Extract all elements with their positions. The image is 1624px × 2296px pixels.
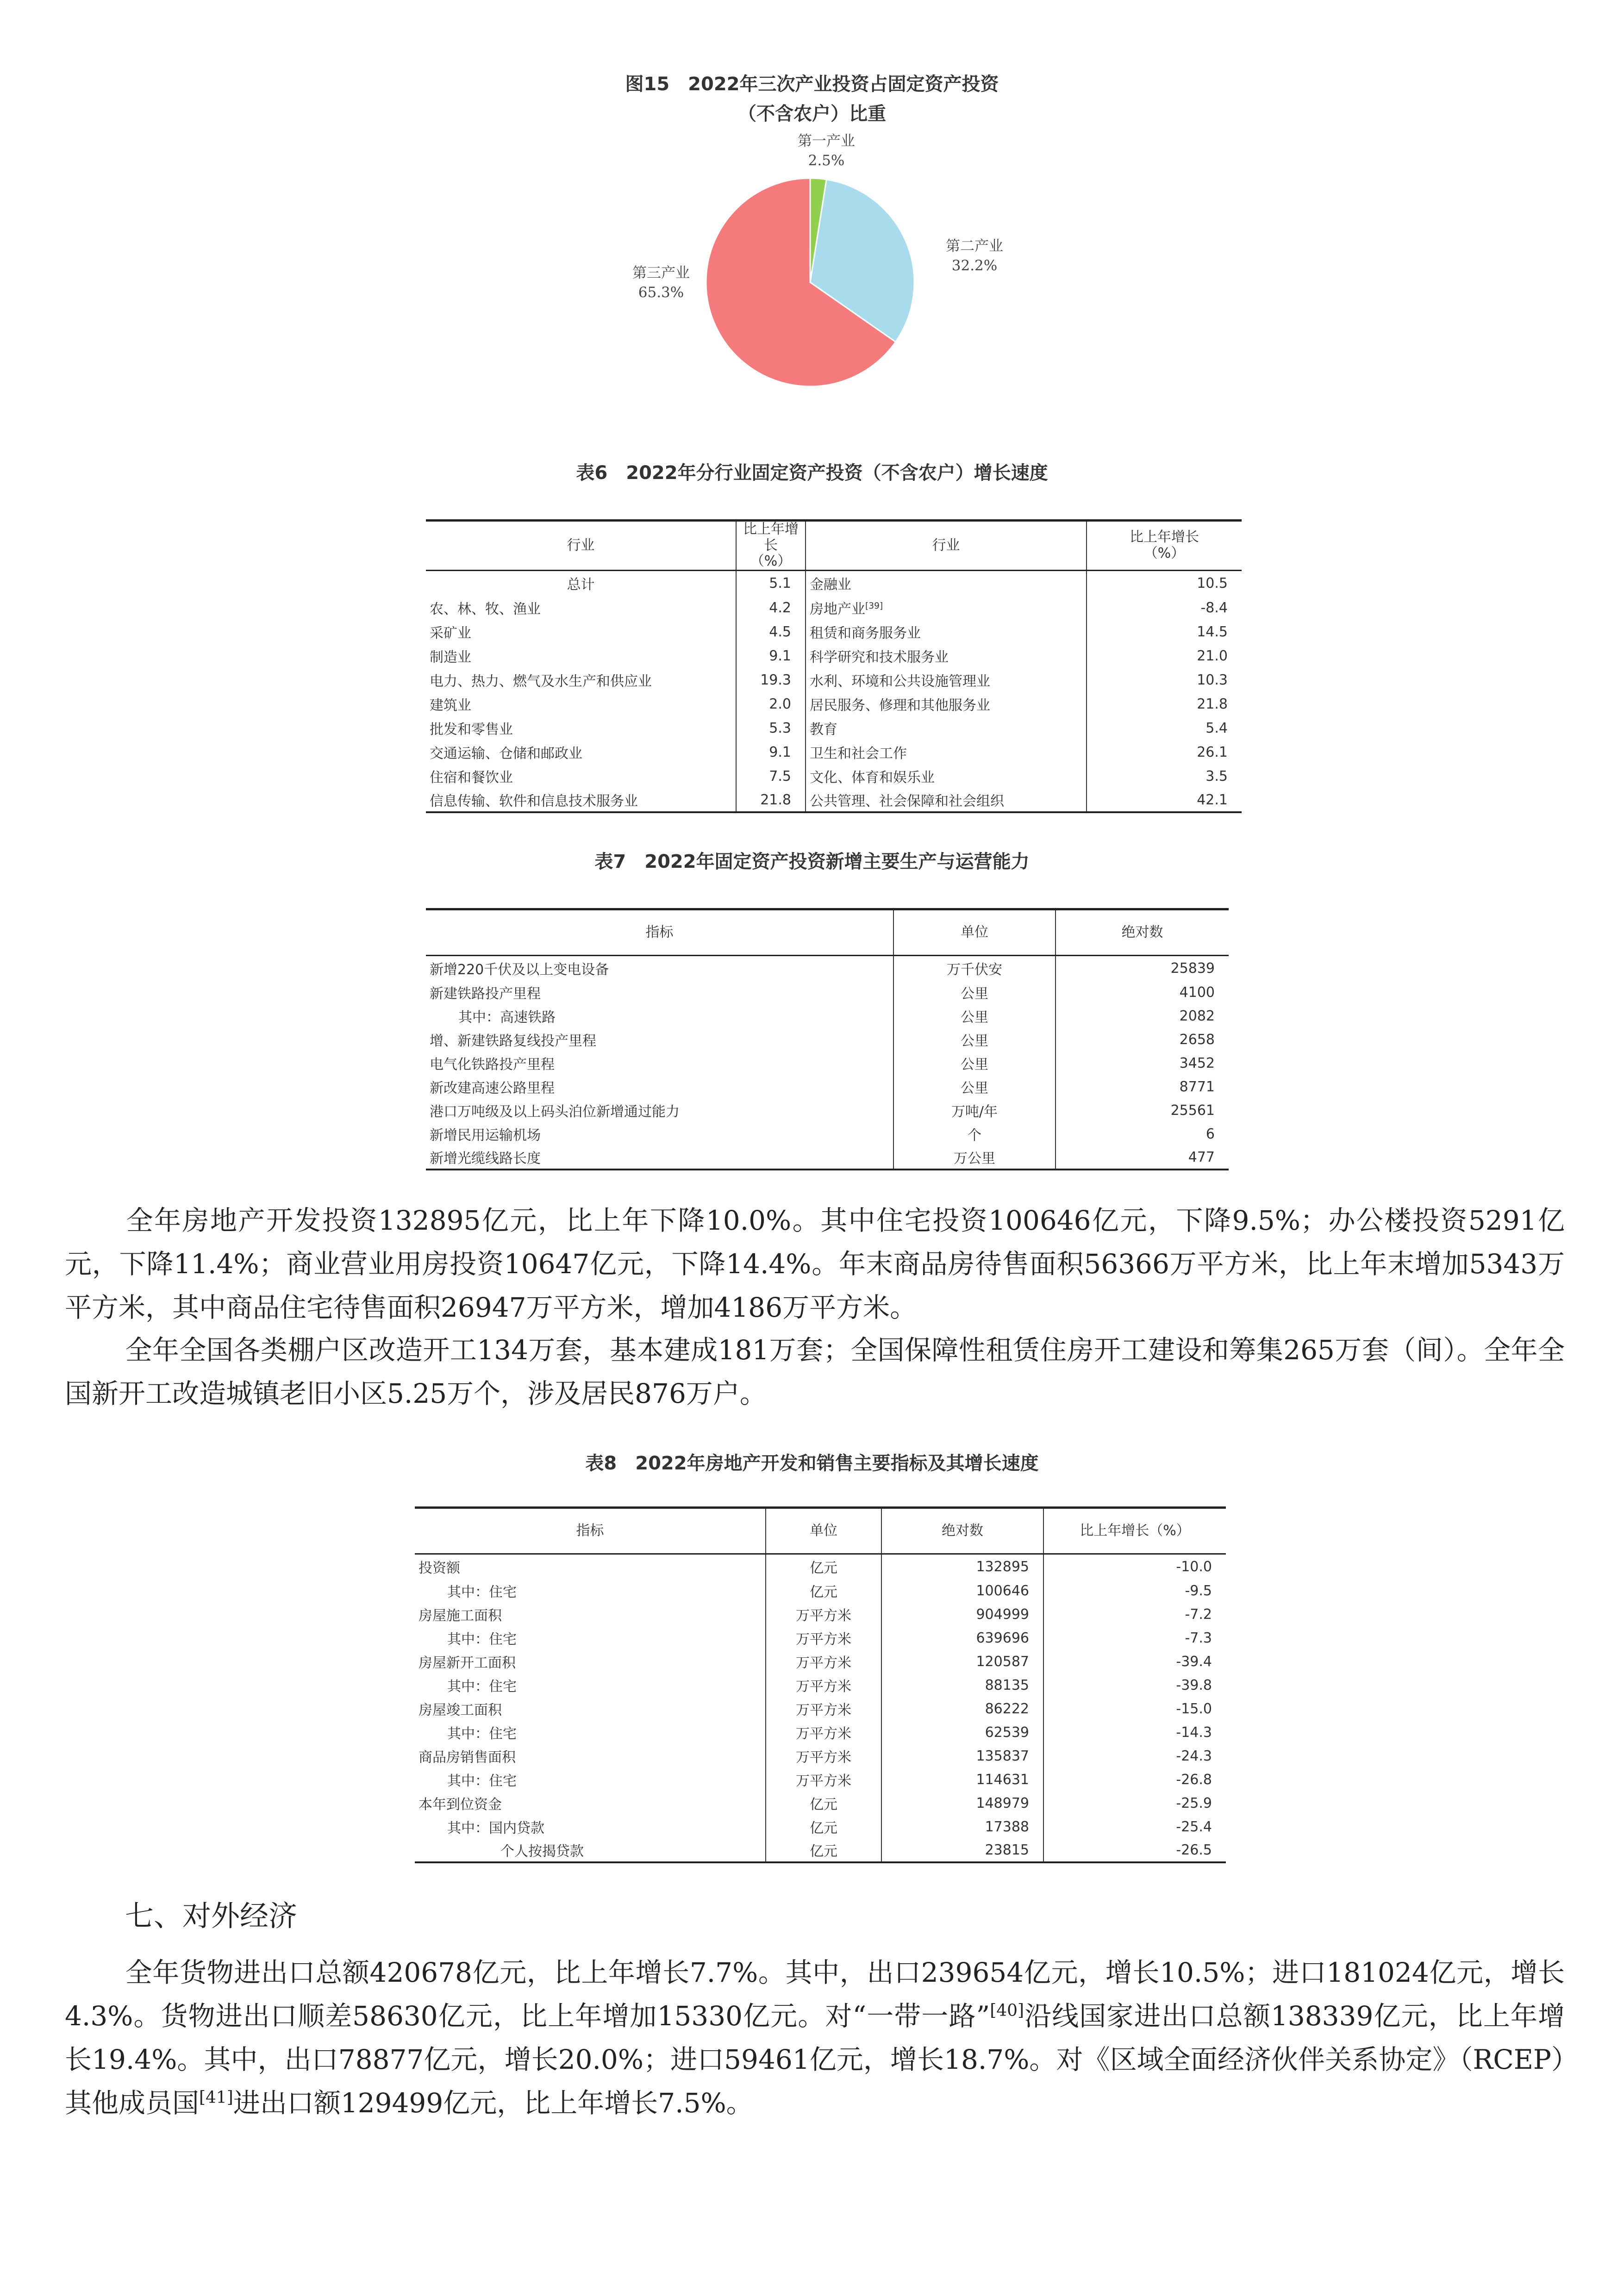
t6-growth-left: 9.1 bbox=[736, 740, 806, 764]
footnote-41: [41] bbox=[199, 2088, 233, 2107]
table-row bbox=[415, 1697, 1226, 1721]
t6-growth-right: 3.5 bbox=[1206, 768, 1228, 784]
t7-header-indicator: 指标 bbox=[426, 909, 893, 956]
paragraph-housing-text: 全年全国各类棚户区改造开工134万套，基本建成181万套；全国保障性租赁住房开工建设和筹集265万套（间）。全年全国新开工改造城镇老旧小区5.25万个，涉及居民876万户。 bbox=[65, 1334, 1565, 1409]
t6-growth-right: 42.1 bbox=[1197, 791, 1228, 808]
t7-header-absolute: 绝对数 bbox=[1056, 909, 1229, 956]
t8-absolute: 120587 bbox=[881, 1650, 1043, 1674]
table-row bbox=[415, 1626, 1226, 1650]
pie-chart bbox=[556, 130, 1065, 426]
t8-unit: 万平方米 bbox=[766, 1603, 881, 1626]
t6-industry-right bbox=[806, 668, 1087, 692]
slice-label-name-1: 第一产业 bbox=[798, 133, 855, 149]
t7-unit: 公里 bbox=[893, 1052, 1056, 1075]
table-row bbox=[415, 1554, 1226, 1579]
t6-header-growth-right bbox=[1087, 521, 1242, 571]
slice-label-name-2: 第二产业 bbox=[946, 238, 1003, 255]
t6-growth-left: 5.1 bbox=[736, 570, 806, 596]
t8-unit: 万平方米 bbox=[766, 1721, 881, 1744]
table-7 bbox=[426, 908, 1229, 1170]
table-row bbox=[426, 1028, 1229, 1052]
t6-industry-right bbox=[806, 716, 1087, 740]
t7-absolute: 3452 bbox=[1179, 1055, 1215, 1071]
t6-industry-right-label: 房地产业 bbox=[810, 601, 865, 617]
table-row bbox=[426, 644, 1242, 668]
t7-header-unit: 单位 bbox=[893, 909, 1056, 956]
t6-growth-left: 7.5 bbox=[736, 764, 806, 788]
t8-unit: 亿元 bbox=[766, 1815, 881, 1839]
table-row bbox=[426, 1099, 1229, 1122]
t6-industry-left: 农、林、牧、渔业 bbox=[426, 596, 736, 620]
t8-growth: -39.4 bbox=[1176, 1653, 1212, 1670]
t7-absolute: 25561 bbox=[1170, 1102, 1215, 1119]
t8-indicator: 房屋施工面积 bbox=[415, 1603, 766, 1626]
t8-absolute: 135837 bbox=[881, 1744, 1043, 1768]
t7-unit: 公里 bbox=[893, 1004, 1056, 1028]
t6-industry-right-label: 金融业 bbox=[810, 577, 851, 593]
table-row bbox=[426, 716, 1242, 740]
table-8-title: 表8 2022年房地产开发和销售主要指标及其增长速度 bbox=[585, 1453, 1039, 1474]
table-row bbox=[426, 668, 1242, 692]
t6-industry-right bbox=[806, 570, 1087, 596]
t8-growth: -39.8 bbox=[1176, 1677, 1212, 1693]
table-row bbox=[415, 1839, 1226, 1862]
t8-header-unit: 单位 bbox=[766, 1508, 881, 1554]
t6-industry-right-label: 居民服务、修理和其他服务业 bbox=[810, 697, 990, 714]
t8-indicator: 商品房销售面积 bbox=[415, 1744, 766, 1768]
t6-growth-left: 19.3 bbox=[736, 668, 806, 692]
slice-label-name-3: 第三产业 bbox=[632, 265, 690, 281]
t6-industry-right bbox=[806, 764, 1087, 788]
t6-growth-right: 21.8 bbox=[1197, 696, 1228, 712]
table-row bbox=[415, 1579, 1226, 1603]
t6-growth-right: 26.1 bbox=[1197, 744, 1228, 760]
t8-unit: 万平方米 bbox=[766, 1626, 881, 1650]
t6-industry-right bbox=[806, 740, 1087, 764]
table-6-title: 表6 2022年分行业固定资产投资（不含农户）增长速度 bbox=[576, 462, 1048, 484]
t7-indicator: 其中：高速铁路 bbox=[426, 1004, 893, 1028]
t6-industry-right bbox=[806, 692, 1087, 716]
table-row bbox=[426, 570, 1242, 596]
table-row bbox=[426, 740, 1242, 764]
t6-header-growth-label: 比上年增长 bbox=[743, 521, 799, 554]
t7-unit: 万吨/年 bbox=[893, 1099, 1056, 1122]
t7-indicator: 新增民用运输机场 bbox=[426, 1122, 893, 1146]
t7-absolute: 6 bbox=[1206, 1126, 1215, 1142]
t8-growth: -25.4 bbox=[1176, 1818, 1212, 1835]
t8-header-absolute: 绝对数 bbox=[881, 1508, 1043, 1554]
table-row bbox=[415, 1744, 1226, 1768]
t6-industry-left: 交通运输、仓储和邮政业 bbox=[426, 740, 736, 764]
t6-growth-right: 21.0 bbox=[1197, 647, 1228, 664]
t7-unit: 公里 bbox=[893, 1075, 1056, 1099]
figure-15-title bbox=[0, 69, 1624, 129]
t8-absolute: 86222 bbox=[881, 1697, 1043, 1721]
t8-header-indicator: 指标 bbox=[415, 1508, 766, 1554]
t8-indicator: 其中：住宅 bbox=[415, 1768, 766, 1792]
slice-label-value-2: 32.2% bbox=[951, 257, 998, 274]
table-row bbox=[415, 1674, 1226, 1697]
t8-absolute: 148979 bbox=[881, 1792, 1043, 1815]
t8-indicator: 本年到位资金 bbox=[415, 1792, 766, 1815]
t8-indicator: 个人按揭贷款 bbox=[415, 1839, 766, 1862]
table-row bbox=[415, 1815, 1226, 1839]
t8-absolute: 114631 bbox=[881, 1768, 1043, 1792]
t7-indicator: 港口万吨级及以上码头泊位新增通过能力 bbox=[426, 1099, 893, 1122]
paragraph-foreign-trade bbox=[65, 1951, 1565, 2125]
t6-industry-right-label: 卫生和社会工作 bbox=[810, 746, 907, 762]
table-row bbox=[426, 956, 1229, 981]
t7-absolute: 4100 bbox=[1179, 984, 1215, 1001]
foreign-trade-text-a: 全年货物进出口总额420678亿元，比上年增长7.7%。其中，出口239654亿元，增长10.5%；进口181024亿元，增长4.3%。货物进出口顺差58630亿元，比上年增加15330亿元。对“一带一路” bbox=[65, 1957, 1565, 2032]
slice-label-value-3: 65.3% bbox=[638, 284, 684, 301]
t7-unit: 公里 bbox=[893, 1028, 1056, 1052]
t6-industry-left: 制造业 bbox=[426, 644, 736, 668]
t8-unit: 亿元 bbox=[766, 1839, 881, 1862]
table-row bbox=[426, 788, 1242, 812]
t8-header-growth: 比上年增长（%） bbox=[1043, 1508, 1226, 1554]
t6-growth-left: 5.3 bbox=[736, 716, 806, 740]
table-row bbox=[426, 1004, 1229, 1028]
t8-indicator: 其中：住宅 bbox=[415, 1579, 766, 1603]
t6-industry-left: 采矿业 bbox=[426, 620, 736, 644]
t6-growth-left: 9.1 bbox=[736, 644, 806, 668]
paragraph-housing bbox=[65, 1328, 1565, 1415]
table-6-body bbox=[426, 570, 1242, 812]
footnote-40: [40] bbox=[990, 2001, 1024, 2020]
t8-indicator: 其中：国内贷款 bbox=[415, 1815, 766, 1839]
t6-growth-left: 21.8 bbox=[736, 788, 806, 812]
t8-unit: 万平方米 bbox=[766, 1674, 881, 1697]
table-row bbox=[426, 620, 1242, 644]
t6-industry-right-label: 教育 bbox=[810, 722, 837, 738]
t7-indicator: 新建铁路投产里程 bbox=[426, 981, 893, 1004]
t6-header-growth-label-r: 比上年增长 bbox=[1130, 529, 1199, 546]
figure-15-title-line2: （不含农户）比重 bbox=[738, 103, 886, 124]
t6-industry-right-label: 公共管理、社会保障和社会组织 bbox=[810, 793, 1004, 809]
table-row bbox=[426, 692, 1242, 716]
t7-indicator: 新改建高速公路里程 bbox=[426, 1075, 893, 1099]
t8-indicator: 其中：住宅 bbox=[415, 1626, 766, 1650]
foreign-trade-text-c: 进出口额129499亿元，比上年增长7.5%。 bbox=[233, 2087, 753, 2119]
t7-absolute: 8771 bbox=[1179, 1078, 1215, 1095]
t8-indicator: 房屋新开工面积 bbox=[415, 1650, 766, 1674]
t8-unit: 万平方米 bbox=[766, 1697, 881, 1721]
t7-indicator: 电气化铁路投产里程 bbox=[426, 1052, 893, 1075]
table-row bbox=[426, 1052, 1229, 1075]
table-row bbox=[426, 981, 1229, 1004]
t8-indicator: 其中：住宅 bbox=[415, 1674, 766, 1697]
t8-absolute: 100646 bbox=[881, 1579, 1043, 1603]
t8-growth: -10.0 bbox=[1176, 1558, 1212, 1575]
t6-industry-right bbox=[806, 644, 1087, 668]
t7-indicator: 新增220千伏及以上变电设备 bbox=[426, 956, 893, 981]
t8-growth: -26.8 bbox=[1176, 1771, 1212, 1788]
t8-growth: -9.5 bbox=[1185, 1582, 1212, 1599]
table-row bbox=[415, 1768, 1226, 1792]
table-7-body bbox=[426, 956, 1229, 1170]
t6-header-growth-unit-r: （%） bbox=[1143, 545, 1185, 561]
t6-growth-left: 4.2 bbox=[736, 596, 806, 620]
t6-industry-right-label: 租赁和商务服务业 bbox=[810, 625, 921, 641]
table-row bbox=[415, 1650, 1226, 1674]
pie-slices bbox=[706, 178, 914, 386]
t8-growth: -7.3 bbox=[1185, 1630, 1212, 1646]
table-row bbox=[415, 1721, 1226, 1744]
table-row bbox=[426, 764, 1242, 788]
t8-indicator: 投资额 bbox=[415, 1554, 766, 1579]
table-8 bbox=[415, 1506, 1226, 1863]
t6-growth-right: 14.5 bbox=[1197, 623, 1228, 640]
t8-absolute: 23815 bbox=[881, 1839, 1043, 1862]
t8-unit: 亿元 bbox=[766, 1579, 881, 1603]
table-row bbox=[426, 1146, 1229, 1170]
figure-15-title-line1: 图15 2022年三次产业投资占固定资产投资 bbox=[625, 74, 999, 95]
table-8-body bbox=[415, 1554, 1226, 1862]
t8-growth: -24.3 bbox=[1176, 1748, 1212, 1764]
t8-absolute: 132895 bbox=[881, 1554, 1043, 1579]
t6-industry-left: 电力、热力、燃气及水生产和供应业 bbox=[426, 668, 736, 692]
t6-industry-left: 总计 bbox=[426, 570, 736, 596]
paragraph-real-estate bbox=[65, 1199, 1565, 1329]
slice-label-value-1: 2.5% bbox=[808, 152, 845, 169]
t8-absolute: 904999 bbox=[881, 1603, 1043, 1626]
t6-industry-right-label: 文化、体育和娱乐业 bbox=[810, 770, 935, 786]
t6-header-growth-left bbox=[736, 521, 806, 571]
t6-industry-right bbox=[806, 788, 1087, 812]
t6-header-industry-right: 行业 bbox=[806, 521, 1087, 571]
t6-growth-left: 2.0 bbox=[736, 692, 806, 716]
table-row bbox=[415, 1792, 1226, 1815]
t7-indicator: 增、新建铁路复线投产里程 bbox=[426, 1028, 893, 1052]
t7-indicator: 新增光缆线路长度 bbox=[426, 1146, 893, 1170]
table-6 bbox=[426, 519, 1242, 813]
table-7-title: 表7 2022年固定资产投资新增主要生产与运营能力 bbox=[594, 851, 1030, 872]
t6-growth-right: 10.5 bbox=[1197, 575, 1228, 591]
t8-absolute: 62539 bbox=[881, 1721, 1043, 1744]
t7-absolute: 25839 bbox=[1170, 960, 1215, 977]
t6-growth-left: 4.5 bbox=[736, 620, 806, 644]
t7-unit: 个 bbox=[893, 1122, 1056, 1146]
foreign-trade-text-b: 沿线国家进出口总额138339亿元，比上年增长19.4%。其中，出口78877亿元，增长20.0%；进口59461亿元，增长18.7%。对《区域全面经济伙伴关系协定》（RCEP）其他成员国 bbox=[65, 2000, 1565, 2119]
t8-absolute: 17388 bbox=[881, 1815, 1043, 1839]
t8-growth: -14.3 bbox=[1176, 1724, 1212, 1741]
table-row bbox=[415, 1603, 1226, 1626]
t6-industry-right-label: 水利、环境和公共设施管理业 bbox=[810, 673, 990, 690]
t8-unit: 亿元 bbox=[766, 1554, 881, 1579]
t6-industry-left: 批发和零售业 bbox=[426, 716, 736, 740]
t6-growth-right: -8.4 bbox=[1200, 599, 1228, 616]
t8-indicator: 其中：住宅 bbox=[415, 1721, 766, 1744]
table-row bbox=[426, 1122, 1229, 1146]
t8-growth: -15.0 bbox=[1176, 1700, 1212, 1717]
t7-unit: 万千伏安 bbox=[893, 956, 1056, 981]
t7-absolute: 2658 bbox=[1179, 1031, 1215, 1048]
t8-absolute: 88135 bbox=[881, 1674, 1043, 1697]
t8-absolute: 639696 bbox=[881, 1626, 1043, 1650]
t6-growth-right: 10.3 bbox=[1197, 672, 1228, 688]
section-7-heading: 七、对外经济 bbox=[125, 1899, 298, 1933]
t8-unit: 万平方米 bbox=[766, 1744, 881, 1768]
t8-indicator: 房屋竣工面积 bbox=[415, 1697, 766, 1721]
t8-unit: 万平方米 bbox=[766, 1768, 881, 1792]
t7-absolute: 477 bbox=[1188, 1149, 1215, 1165]
t7-unit: 公里 bbox=[893, 981, 1056, 1004]
t6-industry-right bbox=[806, 596, 1087, 620]
t6-industry-left: 建筑业 bbox=[426, 692, 736, 716]
t6-header-growth-unit: （%） bbox=[750, 553, 792, 569]
t6-industry-right-label: 科学研究和技术服务业 bbox=[810, 649, 949, 666]
t7-unit: 万公里 bbox=[893, 1146, 1056, 1170]
t8-growth: -26.5 bbox=[1176, 1842, 1212, 1858]
t6-industry-left: 信息传输、软件和信息技术服务业 bbox=[426, 788, 736, 812]
table-row bbox=[426, 1075, 1229, 1099]
t6-header-industry-left: 行业 bbox=[426, 521, 736, 571]
t8-unit: 亿元 bbox=[766, 1792, 881, 1815]
table-row bbox=[426, 596, 1242, 620]
t6-industry-right bbox=[806, 620, 1087, 644]
footnote-39: [39] bbox=[865, 601, 883, 611]
paragraph-real-estate-text: 全年房地产开发投资132895亿元，比上年下降10.0%。其中住宅投资100646亿元，下降9.5%；办公楼投资5291亿元，下降11.4%；商业营业用房投资10647亿元，下降14.4%。年末商品房待售面积56366万平方米，比上年末增加5343万平方米，其中商品住宅待售面积26947万平方米，增加4186万平方米。 bbox=[65, 1205, 1565, 1323]
t8-growth: -7.2 bbox=[1185, 1606, 1212, 1623]
t8-unit: 万平方米 bbox=[766, 1650, 881, 1674]
t8-growth: -25.9 bbox=[1176, 1795, 1212, 1811]
t6-growth-right: 5.4 bbox=[1206, 720, 1228, 736]
t6-industry-left: 住宿和餐饮业 bbox=[426, 764, 736, 788]
t7-absolute: 2082 bbox=[1179, 1008, 1215, 1024]
